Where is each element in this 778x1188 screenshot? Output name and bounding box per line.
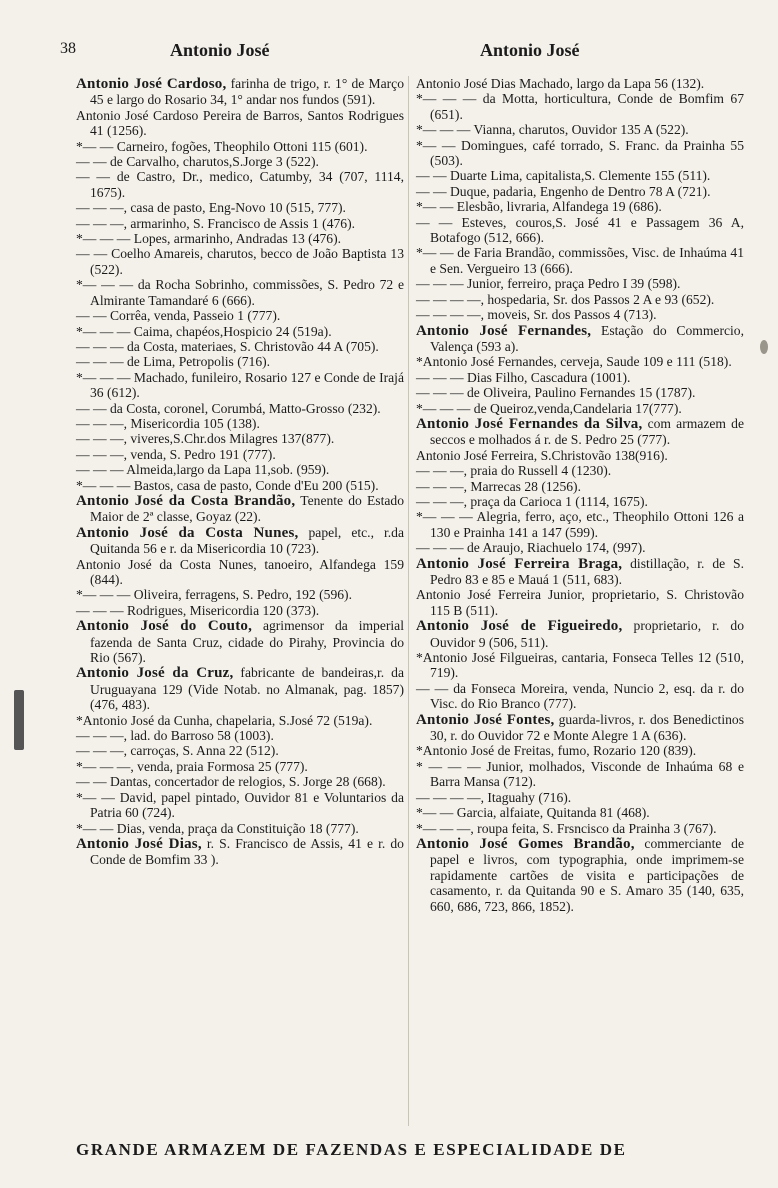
directory-entry [76, 759, 404, 774]
directory-entry [416, 276, 744, 291]
entry-text: — — — —, moveis, Sr. dos Passos 4 (713). [416, 307, 657, 323]
directory-entry [76, 416, 404, 431]
entry-text: — — — Rodrigues, Misericordia 120 (373). [76, 602, 320, 618]
footer-advertisement: GRANDE ARMAZEM DE FAZENDAS E ESPECIALIDADE DE [76, 1140, 627, 1159]
entry-text: *— — —, roupa feita, S. Frsncisco da Prainha 3 (767). [416, 820, 717, 836]
directory-entry [416, 184, 744, 199]
entry-text: guarda-livros, r. dos Benedictinos 30, r. do Ouvidor 72 e Monte Alegre 1 A (636). [430, 711, 744, 744]
entry-text: Antonio José Ferreira, S.Christovão 138(916). [416, 447, 668, 463]
entry-name: Antonio José Gomes Brandão, [416, 835, 635, 852]
entry-text: *— — de Faria Brandão, commissões, Visc. de Inhaúma 41 e Sen. Vergueiro 13 (666). [416, 245, 744, 276]
directory-entry [416, 743, 744, 758]
directory-entry [416, 836, 744, 914]
entry-text: — — —, praia do Russell 4 (1230). [416, 463, 612, 479]
entry-text: — — — Dias Filho, Cascadura (1001). [416, 369, 631, 385]
directory-entry [76, 324, 404, 339]
entry-text: *Antonio José Filgueiras, cantaria, Fonseca Telles 12 (510, 719). [416, 650, 744, 681]
entry-text: — — —, Marrecas 28 (1256). [416, 478, 581, 494]
running-head-left: Antonio José [170, 40, 270, 60]
directory-entry [416, 618, 744, 650]
page-number: 38 [60, 40, 76, 57]
directory-entry [416, 494, 744, 509]
directory-entry [76, 728, 404, 743]
directory-entry [416, 76, 744, 91]
entry-text: — — —, carroças, S. Anna 22 (512). [76, 743, 279, 759]
entry-text: — — Esteves, couros,S. José 41 e Passagem 36 A, Botafogo (512, 666). [416, 214, 744, 246]
entry-text: *— — Elesbão, livraria, Alfandega 19 (686). [416, 199, 662, 215]
entry-name: Antonio José Dias, [76, 835, 202, 852]
directory-entry [416, 712, 744, 744]
entry-text: — — —, praça da Carioca 1 (1114, 1675). [416, 493, 648, 509]
entry-text: agrimensor da imperial fazenda de Santa Cruz, cidade do Pirahy, Provincia do Rio (567). [90, 618, 404, 666]
directory-entry [76, 665, 404, 712]
entry-text: fabricante de bandeiras,r. da Uruguayana 129 (Vide Notab. no Almanak, pag. 1857) (476, 483). [90, 665, 404, 713]
entry-text: *— — Dias, venda, praça da Constituição 18 (777). [76, 820, 359, 836]
directory-entry [76, 790, 404, 821]
entry-text: com armazem de seccos e molhados á r. de S. Pedro 25 (777). [430, 415, 744, 448]
directory-entry [76, 447, 404, 462]
entry-text: *— — — Lopes, armarinho, Andradas 13 (476). [76, 231, 342, 247]
directory-entry [416, 556, 744, 588]
entry-text: * — — — Junior, molhados, Visconde de Inhaúma 68 e Barra Mansa (712). [416, 758, 744, 790]
entry-text: proprietario, r. do Ouvidor 9 (506, 511). [430, 618, 744, 650]
directory-entry [76, 370, 404, 401]
directory-entry [416, 199, 744, 214]
directory-entry [76, 743, 404, 758]
entry-text: Antonio José Cardoso Pereira de Barros, Santos Rodrigues 41 (1256). [76, 107, 404, 139]
directory-entry [416, 354, 744, 369]
directory-entry [416, 168, 744, 183]
directory-entry [76, 557, 404, 588]
entry-name: Antonio José de Figueiredo, [416, 618, 623, 635]
directory-entry [76, 478, 404, 493]
directory-entry [416, 587, 744, 618]
directory-entry [416, 323, 744, 355]
entry-text: — — Dantas, concertador de relogios, S. Jorge 28 (668). [76, 774, 386, 790]
directory-entry [416, 385, 744, 400]
directory-entry [76, 493, 404, 525]
directory-entry [416, 759, 744, 790]
directory-entry [76, 154, 404, 169]
directory-entry [416, 401, 744, 416]
entry-text: — — Duque, padaria, Engenho de Dentro 78 A (721). [416, 183, 711, 199]
directory-entry [76, 231, 404, 246]
running-head-right: Antonio José [480, 40, 580, 60]
entry-text: *— — — da Rocha Sobrinho, commissões, S. Pedro 72 e Almirante Tamandaré 6 (666). [76, 277, 404, 308]
entry-name: Antonio José da Cruz, [76, 665, 234, 682]
entry-text: *— — —, venda, praia Formosa 25 (777). [76, 758, 308, 774]
directory-entry [76, 200, 404, 215]
directory-entry [76, 354, 404, 369]
directory-entry [416, 540, 744, 555]
entry-text: — — —, casa de pasto, Eng-Novo 10 (515, 777). [76, 200, 346, 216]
entry-name: Antonio José Cardoso, [76, 76, 227, 92]
directory-entry [76, 713, 404, 728]
directory-entry [416, 245, 744, 276]
entry-text: — — — —, hospedaria, Sr. dos Passos 2 A e 93 (652). [416, 291, 715, 307]
entry-text: — — Corrêa, venda, Passeio 1 (777). [76, 308, 281, 324]
entry-text: *— — — Bastos, casa de pasto, Conde d'Eu 200 (515). [76, 477, 379, 493]
directory-entry [76, 462, 404, 477]
entry-text: — — —, Misericordia 105 (138). [76, 415, 260, 431]
directory-entry [76, 169, 404, 200]
directory-entry [76, 836, 404, 868]
directory-entry [416, 416, 744, 448]
directory-entry [416, 370, 744, 385]
directory-entry [76, 139, 404, 154]
entry-text: Antonio José Ferreira Junior, proprietario, S. Christovão 115 B (511). [416, 587, 744, 618]
directory-entry [76, 308, 404, 323]
entry-text: *— — — de Queiroz,venda,Candelaria 17(777). [416, 400, 682, 416]
directory-entry [76, 401, 404, 416]
directory-entry [76, 431, 404, 446]
entry-text: r. S. Francisco de Assis, 41 e r. do Conde de Bomfim 33 ). [90, 835, 404, 868]
entry-text: Estação do Commercio, Valença (593 a). [430, 322, 744, 354]
directory-entry [416, 292, 744, 307]
entry-text: farinha de trigo, r. 1° de Março 45 e largo do Rosario 34, 1° andar nos fundos (591). [90, 76, 404, 108]
directory-entry [416, 448, 744, 463]
directory-entry [416, 138, 744, 169]
entry-name: Antonio José do Couto, [76, 618, 253, 635]
entry-text: — — Duarte Lima, capitalista,S. Clemente 155 (511). [416, 168, 711, 184]
entry-text: commerciante de papel e livros, com typographia, onde imprimem-se rapidamente cartões de visita e participações de casamento, r. da Quitanda 90 e S. Amaro 35 (140, 635, 660, 686, 723, 866, 1852). [430, 835, 744, 914]
entry-text: — — — da Costa, materiaes, S. Christovão 44 A (705). [76, 338, 379, 354]
entry-text: *— — — Alegria, ferro, aço, etc., Theophilo Ottoni 126 a 130 e Prainha 141 a 147 (599). [416, 509, 744, 540]
entry-text: — — de Castro, Dr., medico, Catumby, 34 (707, 1114, 1675). [76, 169, 404, 200]
left-column [76, 76, 404, 868]
directory-entry [416, 463, 744, 478]
directory-entry [416, 821, 744, 836]
directory-entry [76, 821, 404, 836]
directory-entry [416, 215, 744, 246]
entry-text: *Antonio José da Cunha, chapelaria, S.José 72 (519a). [76, 712, 373, 728]
directory-entry [416, 790, 744, 805]
entry-name: Antonio José Fernandes, [416, 322, 592, 339]
entry-text: *— — — Machado, funileiro, Rosario 127 e Conde de Irajá 36 (612). [76, 369, 404, 401]
entry-name: Antonio José Fernandes da Silva, [416, 415, 643, 432]
directory-entry [76, 339, 404, 354]
directory-entry [416, 805, 744, 820]
entry-text: *— — — Oliveira, ferragens, S. Pedro, 192 (596). [76, 587, 352, 603]
entry-text: — — de Carvalho, charutos,S.Jorge 3 (522). [76, 154, 319, 170]
directory-entry [416, 650, 744, 681]
entry-name: Antonio José da Costa Brandão, [76, 492, 296, 509]
directory-entry [416, 509, 744, 540]
entry-text: Tenente do Estado Maior de 2ª classe, Goyaz (22). [90, 492, 405, 525]
entry-text: — — — de Lima, Petropolis (716). [76, 354, 271, 370]
page-header [60, 40, 738, 66]
entry-text: — — —, venda, S. Pedro 191 (777). [76, 446, 276, 462]
entry-name: Antonio José Ferreira Braga, [416, 555, 623, 572]
entry-text: — — Coelho Amareis, charutos, becco de João Baptista 13 (522). [76, 246, 404, 277]
entry-text: — — — —, Itaguahy (716). [416, 789, 572, 805]
entry-text: *— — Carneiro, fogões, Theophilo Ottoni 115 (601). [76, 138, 368, 154]
entry-text: — — — Junior, ferreiro, praça Pedro I 39 (598). [416, 276, 681, 292]
entry-text: *— — David, papel pintado, Ouvidor 81 e Voluntarios da Patria 60 (724). [76, 789, 404, 821]
directory-entry [416, 91, 744, 122]
entry-text: Antonio José da Costa Nunes, tanoeiro, Alfandega 159 (844). [76, 556, 404, 587]
entry-text: *— — — Vianna, charutos, Ouvidor 135 A (522). [416, 122, 689, 138]
directory-entry [76, 618, 404, 665]
directory-entry [76, 774, 404, 789]
entry-text: — — da Fonseca Moreira, venda, Nuncio 2, esq. da r. do Visc. do Rio Branco (777). [416, 680, 744, 712]
entry-text: *— — — da Motta, horticultura, Conde de Bomfim 67 (651). [416, 91, 744, 122]
directory-entry [76, 246, 404, 277]
ink-speck [14, 690, 24, 750]
directory-entry [76, 277, 404, 308]
entry-text: *Antonio José Fernandes, cerveja, Saude 109 e 111 (518). [416, 354, 732, 370]
directory-entry [76, 603, 404, 618]
directory-entry [416, 479, 744, 494]
directory-entry [76, 216, 404, 231]
ink-speck [760, 340, 768, 354]
entry-text: *— — Garcia, alfaiate, Quitanda 81 (468). [416, 805, 650, 821]
right-column [416, 76, 744, 914]
directory-entry [416, 307, 744, 322]
entry-text: *— — — Caima, chapéos,Hospicio 24 (519a). [76, 323, 332, 339]
entry-text: *Antonio José de Freitas, fumo, Rozario 120 (839). [416, 743, 697, 759]
directory-entry [416, 681, 744, 712]
column-divider [408, 76, 409, 1126]
directory-entry [76, 108, 404, 139]
entry-name: Antonio José da Costa Nunes, [76, 524, 299, 541]
entry-text: — — — de Oliveira, Paulino Fernandes 15 (1787). [416, 385, 696, 401]
entry-text: distillação, r. de S. Pedro 83 e 85 e Mauá 1 (511, 683). [430, 555, 744, 587]
directory-entry [76, 525, 404, 557]
entry-name: Antonio José Fontes, [416, 711, 555, 728]
entry-text: — — da Costa, coronel, Corumbá, Matto-Grosso (232). [76, 400, 381, 416]
entry-text: — — —, viveres,S.Chr.dos Milagres 137(877). [76, 431, 335, 447]
entry-text: — — —, armarinho, S. Francisco de Assis 1 (476). [76, 215, 356, 231]
entry-text: papel, etc., r.da Quitanda 56 e r. da Misericordia 10 (723). [90, 524, 404, 557]
directory-entry [76, 76, 404, 108]
directory-entry [416, 122, 744, 137]
entry-text: — — — Almeida,largo da Lapa 11,sob. (959). [76, 462, 330, 478]
directory-entry [76, 587, 404, 602]
entry-text: *— — Domingues, café torrado, S. Franc. da Prainha 55 (503). [416, 137, 744, 169]
entry-text: — — —, lad. do Barroso 58 (1003). [76, 728, 274, 744]
entry-text: Antonio José Dias Machado, largo da Lapa 56 (132). [416, 76, 705, 91]
entry-text: — — — de Araujo, Riachuelo 174, (997). [416, 540, 646, 556]
